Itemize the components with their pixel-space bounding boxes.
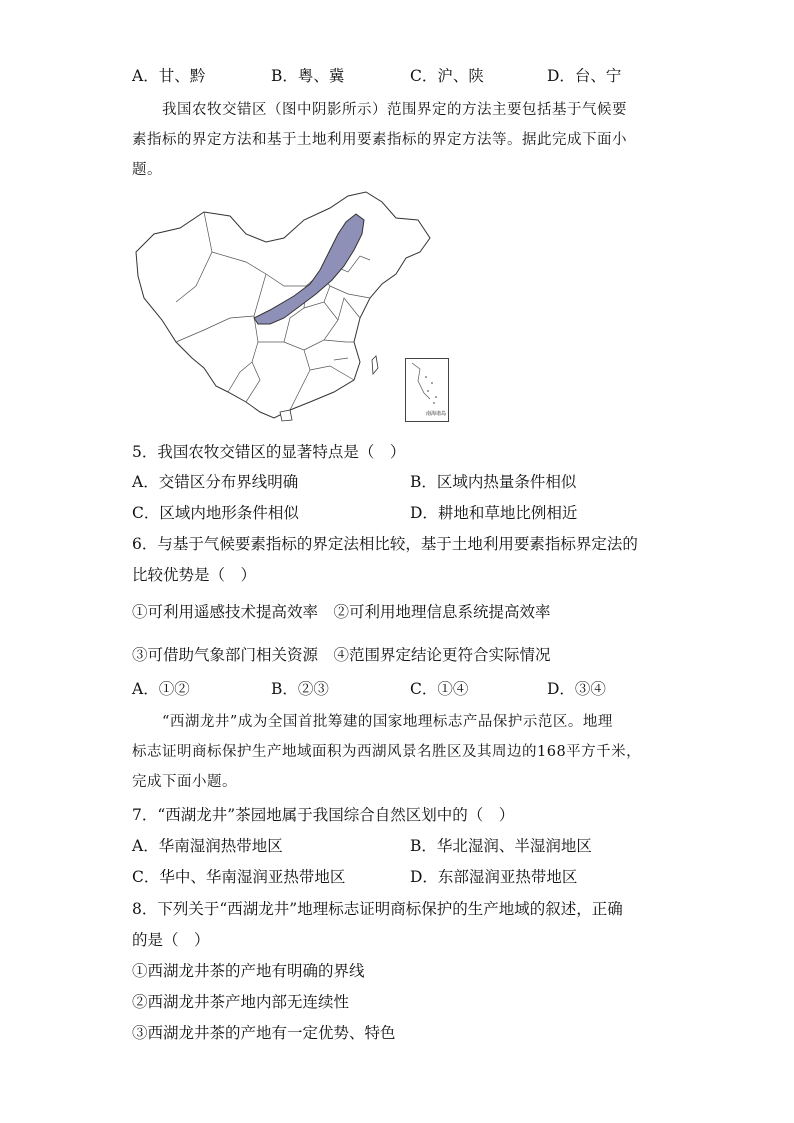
q8-stem-line1: 8．下列关于“西湖龙井”地理标志证明商标保护的生产地域的叙述，正确 — [132, 900, 623, 918]
q8-item-1: ①西湖龙井茶的产地有明确的界线 — [132, 962, 365, 980]
q4-option-a: A．甘、黔 — [132, 67, 206, 85]
q8-item-2: ②西湖龙井茶产地内部无连续性 — [132, 993, 350, 1011]
q6-option-a: A．①② — [132, 680, 190, 698]
q5-stem: 5．我国农牧交错区的显著特点是（ ） — [132, 443, 406, 461]
q6-option-b: B．②③ — [271, 680, 329, 698]
intro1-line1: 我国农牧交错区（图中阴影所示）范围界定的方法主要包括基于气候要 — [162, 102, 627, 118]
q6-item-3-4: ③可借助气象部门相关资源 ④范围界定结论更符合实际情况 — [132, 646, 551, 664]
q7-option-c: C．华中、华南湿润亚热带地区 — [132, 868, 346, 886]
china-map — [134, 190, 450, 422]
china-map-figure — [134, 190, 450, 422]
q6-stem-line1: 6．与基于气候要素指标的界定法相比较，基于土地利用要素指标界定法的 — [132, 535, 638, 553]
intro2-line3: 完成下面小题。 — [132, 774, 237, 790]
q6-item-1-2: ①可利用遥感技术提高效率 ②可利用地理信息系统提高效率 — [132, 603, 551, 621]
q5-option-b: B．区域内热量条件相似 — [410, 473, 577, 491]
q5-option-a: A．交错区分布界线明确 — [132, 473, 299, 491]
q6-option-d: D．③④ — [547, 680, 606, 698]
taiwan-island — [372, 356, 378, 374]
intro2-line1: “西湖龙井”成为全国首批筹建的国家地理标志产品保护示范区。地理 — [162, 714, 613, 730]
q7-stem: 7．“西湖龙井”茶园地属于我国综合自然区划中的（ ） — [132, 806, 515, 824]
q6-option-c: C．①④ — [410, 680, 469, 698]
inset-label: 南海诸岛 — [426, 411, 447, 417]
q5-option-c: C．区域内地形条件相似 — [132, 504, 299, 522]
q7-option-d: D．东部湿润亚热带地区 — [410, 868, 578, 886]
q6-stem-line2: 比较优势是（ ） — [132, 566, 257, 584]
q8-stem-line2: 的是（ ） — [132, 931, 210, 949]
q4-option-c: C．沪、陕 — [410, 67, 484, 85]
intro1-line3: 题。 — [132, 162, 162, 178]
intro1-line2: 素指标的界定方法和基于土地利用要素指标的界定方法等。据此完成下面小 — [132, 132, 627, 148]
q5-option-d: D．耕地和草地比例相近 — [410, 504, 578, 522]
q7-option-b: B．华北湿润、半湿润地区 — [410, 837, 592, 855]
q4-option-d: D．台、宁 — [547, 67, 622, 85]
q8-item-3: ③西湖龙井茶的产地有一定优势、特色 — [132, 1024, 396, 1042]
south-china-sea-inset — [405, 358, 449, 422]
intro2-line2: 标志证明商标保护生产地域面积为西湖风景名胜区及其周边的168平方千米， — [132, 744, 642, 760]
q7-option-a: A．华南湿润热带地区 — [132, 837, 283, 855]
hainan-island — [280, 410, 292, 421]
q4-option-b: B．粤、冀 — [271, 67, 345, 85]
